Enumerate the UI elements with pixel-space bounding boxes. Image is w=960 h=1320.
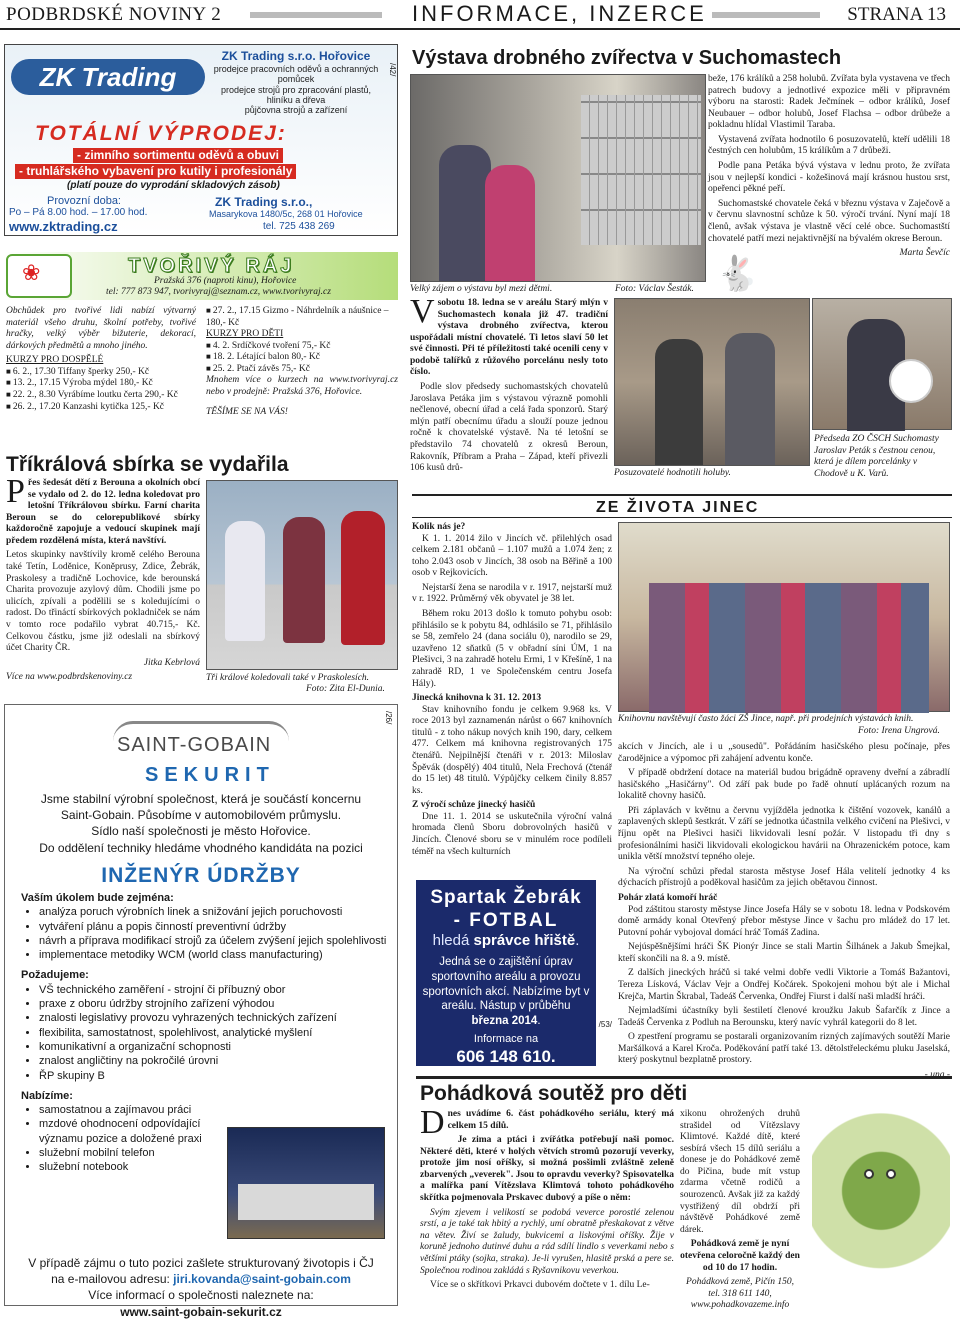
jince-subhead: Jinecká knihovna k 31. 12. 2013 [412, 693, 542, 704]
zk-trading-ad [4, 44, 398, 236]
zk-services [210, 64, 382, 116]
tvoriv-contact: tel: 777 873 947, tvorivyraj@seznam.cz, www.tvorivyraj.cz [106, 287, 331, 297]
sg-footer [5, 1255, 397, 1320]
jince-signature: - ung - [924, 1070, 950, 1081]
jince-subhead: Kolik nás je? [412, 522, 466, 532]
sg-footer-line: Více informací o společnosti naleznete na: [88, 1288, 314, 1303]
king-figure [341, 511, 385, 645]
zk-sale-title: TOTÁLNÍ VÝPRODEJ: [35, 122, 287, 145]
sg-requirements [21, 983, 387, 1083]
pohadka-contact: Pohádková země, Pičín 150, tel. 318 611 140, www.pohadkovazeme.info [686, 1277, 794, 1311]
zk-service-1: prodejce pracovních oděvů a ochranných pomůcek [213, 64, 379, 85]
sg-task: • návrh a příprava modifikací strojů za účelem zvýšení jejich spolehlivosti [39, 934, 387, 948]
zk-sale-line2: - truhlářského vybavení pro kutily i profesionály [15, 164, 296, 179]
trik-caption: Tři králové koledovali také v Praskolesích. [206, 673, 370, 683]
sg-tasks-title: Vaším úkolem bude zejména: [21, 892, 174, 904]
three-kings-photo [206, 480, 398, 670]
jince-paragraph: Dne 11. 1. 2014 se uskutečnila výroční valná hromada členů Sboru dobrovolných hasičů v Jincích. Členové sboru se v minulém roce podíleli téměř na všech kulturních [412, 811, 612, 857]
jince-paragraph: Nejstarší žena se narodila v r. 1917, nejstarší muž v r. 1922. Průměrný věk obyvatel je 38 let. [412, 582, 612, 605]
spartak-info: Informace na [473, 1033, 539, 1046]
spartak-ad [416, 880, 612, 1066]
factory-building [238, 1184, 374, 1220]
spartak-seeking [416, 932, 596, 950]
vystava-right-col [708, 74, 950, 263]
jince-paragraph: Pod záštitou starosty městyse Jince Josefa Hály se v sobotu 18. ledna v Podskovém domě armády konal Otevřený přebor městyse Jince v šachu pro mládež do 17 let. Putovní pohár vybojoval domácí hráč Tomáš Zadina. [618, 904, 950, 938]
sg-footer-text: na e-mailovou adresu: [51, 1272, 174, 1287]
course-item: ■ 26. 2., 17.20 Kanzashi kytička 125,- Kč [6, 402, 196, 414]
vystava-paragraph: Suchomastské chovatele čeká v březnu výstava v Zaječově a v červnu slavnostní schůze k 50. výročí trvání. Nyní mají 18 členů, avšak výstava je vlastně věcí celé obce. Suchomastští chovatelé patří mezi nejaktivnější na bývalém okrese Beroun. [708, 198, 950, 244]
chairman-photo [812, 298, 952, 430]
tvoriv-title: TVOŘIVÝ RÁJ [128, 255, 295, 277]
sg-req: • komunikativní a organizační schopnosti [39, 1040, 387, 1054]
trik-headline: Tříkrálová sbírka se vydařila [6, 453, 289, 476]
pohadka-lead: nes uvádíme 6. část pohádkového seriálu, který má celkem 15 dílů. [447, 1109, 674, 1131]
page-header [0, 0, 960, 30]
course-item: ■ 18. 2. Létající balon 80,- Kč [206, 352, 398, 364]
pohadka-section [416, 1076, 952, 1311]
jince-paragraph: akcích v Jincích, ale i u „sousedů". Pořádáním hasičského plesu počínaje, přes čarodějnice a výpomoc při zahájení adventu konče. [618, 742, 950, 764]
course-item: ■ 6. 2., 17.30 Tiffany šperky 250,- Kč [6, 367, 196, 379]
sg-intro-line: Do oddělení techniky hledáme vhodného kandidáta na pozici [39, 840, 363, 855]
sg-task: • implementace metodiky WCM (world class manufacturing) [39, 948, 387, 962]
goblin-eye [886, 1169, 896, 1179]
tvoriv-adult-list [6, 367, 196, 413]
library-photo [618, 522, 950, 712]
sg-offer [21, 1103, 221, 1174]
zk-sale-line1: - zimního sortimentu oděvů a obuvi [73, 148, 283, 163]
spartak-seek-text: hledá [432, 932, 474, 950]
judge-figure [655, 339, 703, 465]
jince-left-col [412, 522, 612, 861]
sg-req: • praxe z oboru údržby strojního zařízení výhodou [39, 997, 387, 1011]
tvoriv-adult-title: KURZY PRO DOSPĚLÉ [6, 355, 104, 366]
pohadka-italic-text: Svým zjevem i velikostí se podobá veverce porostlé zelenou srstí, a je také tak hbitý a rychlý, umí obratně přeskakovat z větve na větev. Živí se žaludy, bukvicemi a liskovými oříšky. Žije v koruně jednoho dutinvé duhu a rád sdílí lindlo s veverkami nebo s většími ptáky (sojka, straka). Je-li vyrušen, hlasitě prská a pere se. Společnou rodinou zakládá s Ryšavnikovu veverkou. [420, 1207, 674, 1276]
king-figure [225, 521, 265, 641]
judges-photo [614, 298, 810, 466]
pohadka-left-col [420, 1104, 674, 1295]
trik-photo-credit: Foto: Zita El-Dunia. [306, 684, 385, 694]
pohadka-headline: Pohádková soutěž pro děti [420, 1082, 688, 1105]
header-rule-right [712, 12, 820, 18]
tvoriv-right-col [206, 306, 398, 421]
tvoriv-kids-title: KURZY PRO DĚTI [206, 329, 284, 340]
porcelain-plate [889, 359, 933, 403]
sg-task: • vytváření plánu a popis činností preventivní údržby [39, 920, 387, 934]
rabbit-icon: 🐇 [716, 256, 759, 293]
spartak-position: správce hřiště [473, 932, 576, 950]
jince-title: ZE ŽIVOTA JINEC [596, 499, 760, 516]
sg-req: • znalosti legislativy provozu vyhrazených technických zařízení [39, 1011, 387, 1025]
pohadka-mid-col [680, 1109, 800, 1315]
ad-code: /26/ [383, 711, 393, 725]
jince-paragraph: Během roku 2013 došlo k tomuto pohybu osob: přihlásilo se k pobytu 84, odhlásilo se 71, přihlásilo se 58, zemřelo 24 (dana sociálu 0), narodilo se 29, uzavřeno 12 sňatků (5 v obřadní síni ÚM, 1 na Plešivci, 3 na zahradě hotelu Ermi, 1 v Křešíně, 1 na zahradě RD, 1 ve Společenském centru Josefa Hály). [412, 609, 612, 689]
zk-web-link[interactable]: www.zktrading.cz [9, 219, 118, 234]
jince-paragraph: K 1. 1. 2014 žilo v Jincích vč. přilehlých osad celkem 2.181 občanů – 1.107 mužů a 1.074 žen; z toho 2.043 osob v Jincích, 38 osob na Běřině a 100 osob v Rejkovicích. [412, 533, 612, 579]
rabbit-cages [581, 95, 701, 245]
sg-req: • znalost angličtiny na pokročilé úrovni [39, 1054, 387, 1068]
vystava-paragraph: Podle slov předsedy suchomastských chovatelů Jaroslava Petáka jim s výstavou výrazně pomohli nečlenové, obecní úřad a celá řada sponzorů. Starý mlýn patří obecnímu úřadu a slouží pouze jednou ročně k chovatelské výstavě. Na té letošní se představilo 74 chovatelů z okresů Beroun, Rakovník, Příbram a Praha – Západ, kteří přivezli 106 kusů drů- [410, 382, 608, 474]
tvoriv-left-col [6, 306, 196, 413]
sg-position: INŽENÝR ÚDRŽBY [101, 864, 301, 887]
pohadka-paragraph: xikonu ohrožených druhů strašidel od Vítězslavy Klimtové. Každé dítě, které sesbírá všech 15 dílů seriálu a donese je do Pohádkové země do Pičina, bude mít vstup zdarma včetně rodičů a sourozenců. Avšak již za každý vystřižený díl obdrží při návštěvě Pohádkové země dárek. [680, 1109, 800, 1235]
spartak-phone: 606 148 610. [456, 1046, 556, 1066]
trik-signature: Jitka Kebrlová [143, 657, 200, 668]
course-item: ■ 25. 2. Ptačí závěs 75,- Kč [206, 364, 398, 376]
judge-figure [725, 333, 775, 465]
goblin-illustration [812, 1083, 950, 1279]
tvoriv-end: TĚŠÍME SE NA VÁS! [206, 406, 288, 417]
sg-offer-item: • samostatnou a zajímavou práci [39, 1103, 221, 1117]
spartak-subtitle: - FOTBAL [453, 910, 559, 932]
sg-req: • ŘP skupiny B [39, 1069, 387, 1083]
pohadka-bold-text: Je zima a ptáci i zvířátka potřebují naši pomoc. Některé děti, které v holých větvích stromů pozorují veverky, protože jim nosí oříšky, si možná posšimli zvláštně zeleně zbarvených „veverek". Jsou to opravdu veverky? Spisovatelka a malířka paní Vítězslava Klimtová tohoto pohádkového skřítka pojmenovala Prskavec dubový a píše o něm: [420, 1135, 674, 1204]
children-group [649, 583, 929, 713]
sg-email-link[interactable]: jiri.kovanda@saint-gobain.com [173, 1272, 351, 1287]
page-number: STRANA 13 [847, 4, 946, 25]
vystava-photo-credit: Foto: Václav Šesták. [615, 284, 694, 294]
ad-code: /53/ [598, 1020, 612, 1029]
jince-paragraph: Z dalších jineckých hráčů si také velmi dobře vedli Viktorie a Tomáš Bažantovi, Tereza Lísková, Václav Vejr a Ondřej Kočárek. Spokojeni mohou být ale i Michal Krejča, Martin Škrabal, Tadeáš Červenka, Ondřej Fiurst i další naši mladší hráči. [618, 968, 950, 1002]
sg-intro-line: Sídlo naší společnosti je město Hořovice. [91, 824, 311, 839]
header-rule-left [250, 12, 382, 18]
zk-address-title: ZK Trading s.r.o., [215, 195, 313, 209]
jince-subhead: Z výročí schůze jinecký hasičů [412, 800, 536, 811]
paper-name: PODBRDSKÉ NOVINY 2 [6, 4, 222, 25]
course-item: ■ 4. 2. Srdíčkové tvoření 75,- Kč [206, 341, 398, 353]
jince-paragraph: Stav knihovního fondu je celkem 9.968 ks. V roce 2013 byl zaznamenán nárůst o 667 knihovních titulů - z toho nákup nových knih 190, dary, celkem 477. Celkem má knihovna registrovaných 175 čtenářů. Nejpilnější čtenáři v r. 2013: Miloslav Špěvák (dospělý) 404 titulů, Nela Frechová (čtenář do 15 let) 48 titulů. Výpůjčky celkem činily 8.857 ks. [412, 704, 612, 796]
drop-cap: D [420, 1104, 445, 1141]
tvoriv-address: Pražská 376 (naproti kinu), Hořovice [154, 276, 297, 286]
vystava-caption2: Posuzovatelé hodnotili holuby. [614, 468, 731, 478]
jince-title-bar [412, 494, 952, 518]
tvoriv-more: Mnohem více o kurzech na www.tvorivyraj.cz nebo v prodejně: Pražská 376, Hořovice. [206, 375, 398, 398]
zk-service-2: prodejce strojů pro zpracování plastů, hliníku a dřeva [220, 84, 372, 106]
tvoriv-banner [4, 252, 398, 300]
jince-right-col [618, 742, 950, 1085]
tvoriv-intro: Obchůdek pro tvořivé lidi nabízí výtvarný materiál všeho druhu, školní potřeby, tvořivé hračky, velký výběr bižuterie, dekorací, dárkových předmětů a mnoho jiného. [6, 306, 196, 351]
vystava-headline: Výstava drobného zvířectva v Suchomastech [412, 47, 842, 69]
spartak-period: . [575, 932, 580, 950]
spartak-body: Jedná se o zajištění úprav sportovního areálu a provozu sportovních akcí. Nabízíme byt v areálu. Nástup v průběhu března 2014. [422, 955, 590, 1028]
sg-footer-line: V případě zájmu o tuto pozici zašlete strukturovaný životopis i ČJ [28, 1256, 374, 1270]
sg-offer-item: • služební mobilní telefon [39, 1146, 221, 1160]
sg-req: • VŠ technického zaměření - strojní či příbuzný obor [39, 983, 387, 997]
zk-service-3: půjčovna strojů a zařízení [244, 105, 348, 116]
vystava-paragraph: Podle pana Petáka bývá výstava v lednu proto, že zvířata jsou v nejlepší kondici - kožešinová mají krásnou hustou srst, opeřenci pěkné peří. [708, 161, 950, 195]
jince-paragraph: Při záplavách v květnu a červnu vyjížděla jednotka k čištění vozovek, kanálů a zaplavených sklepů šestkrát. V září se jednotka účastnila velkého cvičení na Plešivci, v říjnu opět na Plešivci hasiči likvidovali lesní požár. V listopadu tři dny s profesionálními hasiči likvidovali ekologickou havárii na Ohrazenickém potoce, kam unikla větší množství tepného oleje. [618, 805, 950, 863]
child-figure [485, 165, 535, 281]
vystava-signature: Marta Ševčíc [899, 248, 950, 259]
children-exhibition-photo [410, 74, 706, 282]
ad-code: /42/ [387, 63, 397, 77]
sg-intro [5, 791, 397, 856]
sg-footer-email-line [5, 1271, 397, 1287]
course-item: ■ 13. 2., 17.15 Výroba mýdel 180,- Kč [6, 378, 196, 390]
jince-photo-credit: Foto: Irena Ungrová. [858, 726, 940, 736]
butterfly-icon: ❀ [22, 260, 41, 285]
trik-lead: řes šedesát dětí z Berouna a okolních obcí se vydalo od 2. do 12. ledna koledovat pro letošní Tříkrálovou sbírku. Farní charita Beroun se do celorepublikové sbírky každoročně zapojuje a vedoucí skupinek mají předem rozdělená místa, která navštíví. [6, 478, 200, 546]
pohadka-paragraph: Více se o skřítkovi Prkavci dubovém dočtete v 1. dílu Le- [430, 1280, 650, 1291]
jince-paragraph: Nejúspěšnějšími hráči ŠK Pionýr Jince se stali Martin Šilhánek a Jakub Šmejkal, kteří skončili na 8. a 9. místě. [618, 942, 950, 964]
vystava-caption1: Velký zájem o výstavu byl mezi dětmi. [410, 284, 553, 294]
child-figure [439, 145, 491, 281]
trik-text [6, 473, 200, 687]
tvoriv-kids-list [206, 341, 398, 376]
sg-tasks [21, 905, 387, 962]
sg-offer-title: Nabízíme: [21, 1089, 73, 1102]
spartak-title: Spartak Žebrák [430, 887, 582, 908]
jince-paragraph: O zpestření programu se postarali organizovaním rizných zajímavých soutěží Marie Maršálková a Karel Kroča. Poděkování patří také 13. dětolstřeleckému pluku Jaselská, který poskytnul bezplatně prostory. [618, 1032, 950, 1066]
drop-cap: P [6, 473, 25, 510]
vystava-caption3: Předseda ZO ČSCH Suchomasty Jaroslav Peták s čestnou cenou, která je dílem porcelánky v Chodově u K. Varů. [814, 434, 939, 479]
sekurit-brand: SEKURIT [145, 764, 275, 786]
vystava-lead: sobotu 18. ledna se v areálu Starý mlýn v Suchomastech konala již 47. tradiční výstava drobného zvířectva, kterou uspořádali místní chovatelé. Ti letos slaví 50 let své činnosti. Při té příležitosti také ocenili ceny v podobě talířků z růžového porcelánu nesly toto číslo. [410, 298, 608, 378]
course-item: ■ 22. 2., 8.30 Vyrábíme loutku čerta 290,- Kč [6, 390, 196, 402]
section-title: INFORMACE, INZERCE [412, 1, 707, 26]
spartak-date: března 2014 [471, 1015, 538, 1028]
jince-subhead: Pohár zlatá komoří hráč [618, 892, 718, 903]
sg-offer-item: • mzdové ohodnocení odpovídající významu pozice a doložené praxi [39, 1117, 221, 1146]
sg-req-title: Požadujeme: [21, 969, 89, 982]
factory-photo [227, 1127, 385, 1239]
jince-paragraph: Nejmladšími účastníky byli šestiletí členové kroužku Jakub Šafarčík z Jince a Tadeáš Červenka z Podluh na Berounsku, který navíc vyhrál kategorii do 8 let. [618, 1006, 950, 1028]
zk-sale-note: (platí pouze do vyprodání skladových zásob) [67, 180, 280, 191]
tvoriv-logo [6, 254, 72, 298]
sg-req: • flexibilita, samostatnost, spolehlivost, analytické myšlení [39, 1026, 387, 1040]
saint-gobain-ad [4, 704, 398, 1319]
trik-more: Více na www.podbrdskenoviny.cz [6, 672, 133, 683]
zk-hours: Po – Pá 8.00 hod. – 17.00 hod. [9, 207, 148, 218]
vystava-paragraph: beže, 176 králíků a 258 holubů. Zvířata byla vystavena ve třech patrech budovy a jednotlivé expozice měli v připravném výboru na starosti: Radek Ječmínek – odbor králíků, Josef Neubauer – odbor holubů, Josef Flachsa – odbor drůbeže a pokladnu hlídal Vlastimil Taraba. [708, 74, 950, 131]
king-figure [283, 517, 325, 643]
sg-offer-item: • služební notebook [39, 1160, 221, 1174]
vystava-left-col [410, 293, 608, 478]
sg-web-link[interactable]: www.saint-gobain-sekurit.cz [120, 1304, 282, 1319]
zk-company: ZK Trading s.r.o. Hořovice [221, 49, 371, 63]
zk-phone: tel. 725 438 269 [263, 221, 335, 232]
drop-cap: V [410, 293, 435, 330]
vystava-paragraph: Vystavená zvířata hodnotilo 6 posuzovatelů, kteří udělili 18 čestných cen holubům, 15 králíkům a 7 drůbeži. [708, 134, 950, 157]
pohadka-opening: Pohádková země je nyní otevřena celoročně každý den od 10 do 17 hodin. [680, 1239, 800, 1273]
saint-gobain-brand: SAINT-GOBAIN [117, 734, 272, 756]
sg-intro-line: Saint-Gobain. Působíme v automobilovém průmyslu. [60, 808, 342, 823]
goblin-eye [864, 1169, 874, 1179]
zk-logo: ZK Trading [11, 59, 205, 95]
jince-paragraph: V případě obdržení dotace na materiál budou brigádně opraveny dveřní a zábradlí hasičského „Hasičárny". Od září pak bude po řadě ohnutí uplácaných rozum na lokalitě chovny hasičů. [618, 768, 950, 802]
sg-intro-line: Jsme stabilní výrobní společnost, která je součástí koncernu [40, 792, 362, 806]
jince-paragraph: Na výroční schůzi předal starosta městyse Josef Hála velitelí jednotky 4 ks dýchacích přístrojů a poděkoval hasičům za jejich obětavou činnost. [618, 866, 950, 889]
zk-address: Masarykova 1480/5c, 268 01 Hořovice [209, 209, 363, 219]
course-item: ■ 27. 2., 17.15 Gizmo - Náhrdelník a náušnice – 180,- Kč [206, 306, 398, 329]
jince-caption: Knihovnu navštěvují často žáci ZŠ Jince, např. při prodejních výstavách knih. [618, 714, 914, 724]
sg-task: • analýza poruch výrobních linek a snižování jejich poruchovosti [39, 905, 387, 919]
zk-hours-title: Provozní doba: [47, 195, 121, 207]
spartak-body-text: Jedná se o zajištění úprav sportovního areálu a provozu sportovních akcí. Nabízíme byt v areálu. Nástup v průběhu [422, 955, 590, 1013]
trik-paragraph: Letos skupinky navštívily kromě celého Berouna také Tetín, Loděnice, Koněprusy, Zdice, Žebrák, Praskolesy a tradičně Lochovice, kde berounská Charita provozuje azylový dům. Chodili jsme po ulicích, zpívali a podělili se s koledujícími o radost. Do třináctí sbírkových pokladniček se nám v tomto roce podařilo vybrat 40.715,- Kč. Celkovou částku, jsme již odeslali na sbírkový účet Charity ČR. [6, 550, 200, 654]
